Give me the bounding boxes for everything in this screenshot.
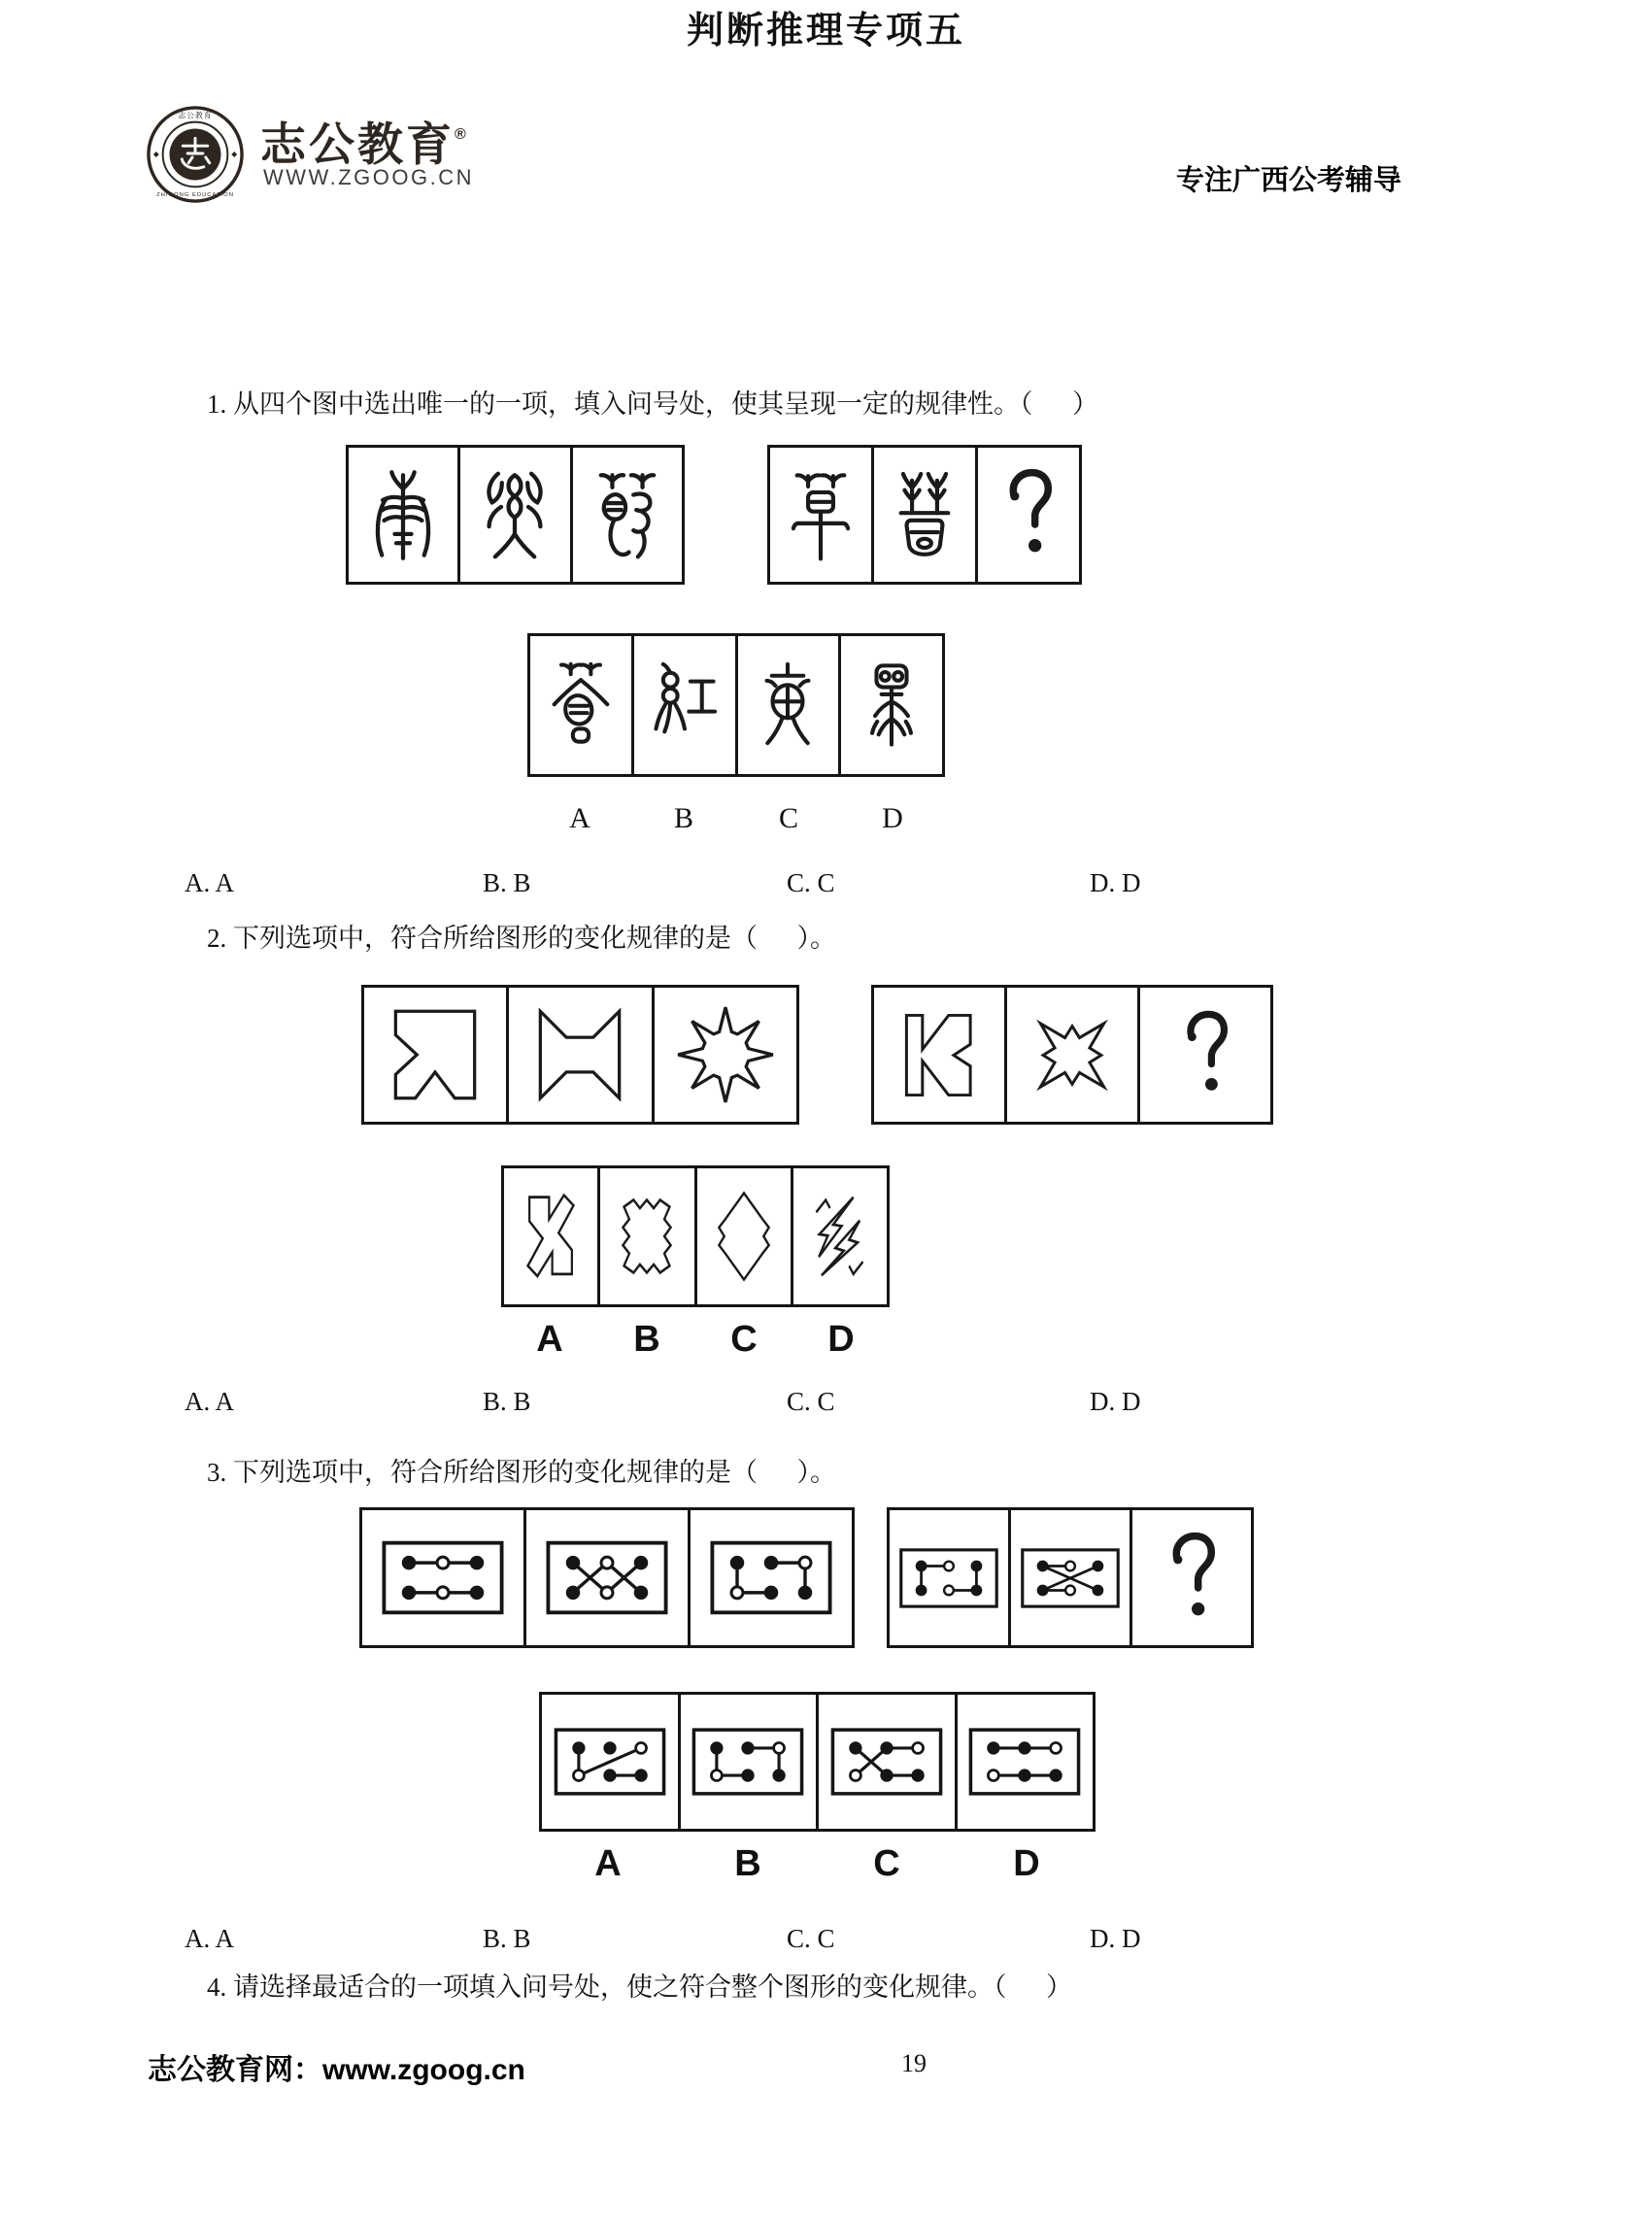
q1-stim2-cell-question	[975, 448, 1079, 582]
footer-site-label: 志公教育网：	[148, 2054, 322, 2086]
q1-answer-a: A. A	[185, 868, 235, 897]
q2-options-box	[501, 1165, 890, 1307]
q1-option-c-cell	[735, 636, 839, 774]
q3-text: 3. 下列选项中，符合所给图形的变化规律的是（ ）。	[207, 1458, 836, 1487]
q3-answer-b: B. B	[483, 1924, 531, 1953]
q2-label-d: D	[827, 1319, 855, 1360]
q3-option-d-cell	[955, 1695, 1094, 1829]
q3-stim2-cell-question	[1129, 1510, 1251, 1645]
q1-options-box	[527, 633, 945, 777]
q2-stim1-cell-1	[364, 988, 506, 1122]
seal-char-pu-icon	[888, 467, 961, 563]
page-number: 19	[901, 2049, 927, 2077]
q3-label-a: A	[594, 1843, 622, 1884]
page-title: 判断推理专项五	[686, 11, 965, 51]
q3-options-box	[539, 1692, 1096, 1832]
question-mark-icon	[1167, 1530, 1216, 1627]
seal-char-2-icon	[477, 466, 553, 564]
q1-answer-c: C. C	[787, 868, 835, 897]
seal-char-huang-icon	[752, 658, 824, 752]
q2-stim1-cell-2	[506, 988, 651, 1122]
double-bite-rect-shape	[521, 999, 639, 1110]
q2-label-c: C	[730, 1319, 758, 1360]
q3-option-c-cell	[816, 1695, 955, 1829]
q2-label-a: A	[536, 1319, 563, 1360]
q2-option-a-cell	[504, 1168, 597, 1304]
q1-option-d-cell	[838, 636, 942, 774]
q1-option-a-cell	[530, 636, 631, 774]
q3-stimulus-box-2	[887, 1507, 1254, 1648]
seal-char-1-icon	[365, 466, 441, 564]
q3-stimulus-box-1	[359, 1507, 855, 1648]
interlocking-arrows-shape	[800, 1185, 880, 1288]
brand-name: 志公教育	[260, 118, 455, 170]
q3-stim1-cell-1	[362, 1510, 523, 1645]
q1-stim2-cell-1	[770, 448, 871, 582]
q3-answer-c: C. C	[787, 1924, 835, 1953]
q2-answer-a: A. A	[185, 1387, 235, 1416]
q3-option-a-cell	[542, 1695, 678, 1829]
q1-text: 1. 从四个图中选出唯一的一项，填入问号处，使其呈现一定的规律性。（ ）	[207, 389, 1098, 419]
q2-answer-b: B. B	[483, 1387, 531, 1416]
seal-char-3-icon	[590, 466, 665, 564]
q3-answer-d: D. D	[1090, 1924, 1141, 1953]
footer-site	[148, 2045, 525, 2088]
q1-answer-b: B. B	[483, 868, 531, 897]
q2-stim2-cell-1	[874, 988, 1004, 1122]
registered-mark: ®	[455, 126, 469, 143]
q1-option-b-cell	[631, 636, 735, 774]
dot-graph	[967, 1727, 1082, 1797]
gem-hexagon-shape	[704, 1185, 784, 1288]
q3-label-c: C	[873, 1843, 900, 1884]
q1-stim2-cell-2	[871, 448, 975, 582]
dot-graph	[709, 1539, 833, 1616]
q1-label-b: B	[673, 802, 694, 834]
header-tagline: 专注广西公考辅导	[1175, 165, 1401, 196]
q1-label-c: C	[778, 802, 799, 834]
q3-label-b: B	[734, 1843, 761, 1884]
q3-stim2-cell-1	[890, 1510, 1008, 1645]
q2-stim1-cell-3	[652, 988, 796, 1122]
q1-stim1-cell-3	[570, 448, 682, 582]
q2-stim2-cell-question	[1137, 988, 1270, 1122]
dot-graph	[829, 1727, 944, 1797]
dot-graph	[545, 1539, 669, 1616]
arrow-bar-shape	[885, 1004, 994, 1106]
question-mark-icon	[1182, 1008, 1229, 1101]
q3-stim2-cell-2	[1008, 1510, 1129, 1645]
footer-site-url: www.zgoog.cn	[322, 2054, 525, 2086]
question-mark-icon	[1004, 466, 1053, 563]
jagged-star-shape	[666, 999, 785, 1110]
pinwheel-zigzag-shape	[511, 1185, 590, 1288]
q3-answer-a: A. A	[185, 1924, 235, 1953]
q2-answer-c: C. C	[787, 1387, 835, 1416]
dot-graph	[898, 1547, 999, 1609]
q1-stim1-cell-2	[457, 448, 569, 582]
q1-label-a: A	[569, 802, 590, 834]
jagged-x-shape	[1018, 1004, 1127, 1106]
seal-char-hei-icon	[856, 658, 927, 752]
q2-stimulus-box-2	[871, 985, 1273, 1125]
dot-graph	[553, 1727, 667, 1797]
seal-char-hong-icon	[649, 658, 721, 752]
dot-graph	[691, 1727, 805, 1797]
q3-option-b-cell	[678, 1695, 817, 1829]
q3-label-d: D	[1013, 1843, 1040, 1884]
q2-answer-d: D. D	[1090, 1387, 1141, 1416]
q3-stim1-cell-2	[523, 1510, 688, 1645]
notched-square-shape	[376, 999, 494, 1110]
q1-stimulus-box-1	[346, 445, 685, 585]
q2-stimulus-box-1	[361, 985, 799, 1125]
zhigong-seal-icon	[146, 105, 245, 204]
jagged-edge-square-shape	[607, 1185, 687, 1288]
svg-text:ZHIGONG EDUCATION: ZHIGONG EDUCATION	[156, 192, 234, 199]
seal-char-cang-icon	[545, 658, 617, 752]
q2-stim2-cell-2	[1004, 988, 1137, 1122]
q2-option-c-cell	[694, 1168, 791, 1304]
dot-graph	[1020, 1547, 1121, 1609]
dot-graph	[381, 1539, 505, 1616]
q2-text: 2. 下列选项中，符合所给图形的变化规律的是（ ）。	[207, 924, 836, 953]
q1-answer-d: D. D	[1090, 868, 1141, 897]
q4-text: 4. 请选择最适合的一项填入问号处，使之符合整个图形的变化规律。（ ）	[207, 1972, 1072, 2002]
q2-option-b-cell	[597, 1168, 693, 1304]
q1-label-d: D	[882, 802, 903, 834]
q1-stimulus-box-2	[767, 445, 1082, 585]
seal-char-cao-icon	[784, 467, 858, 563]
q1-stim1-cell-1	[349, 448, 457, 582]
svg-text:志公教育: 志公教育	[178, 111, 213, 120]
q3-stim1-cell-3	[688, 1510, 852, 1645]
brand-url: WWW.ZGOOG.CN	[263, 165, 474, 189]
q2-label-b: B	[633, 1319, 660, 1360]
q2-option-d-cell	[791, 1168, 887, 1304]
